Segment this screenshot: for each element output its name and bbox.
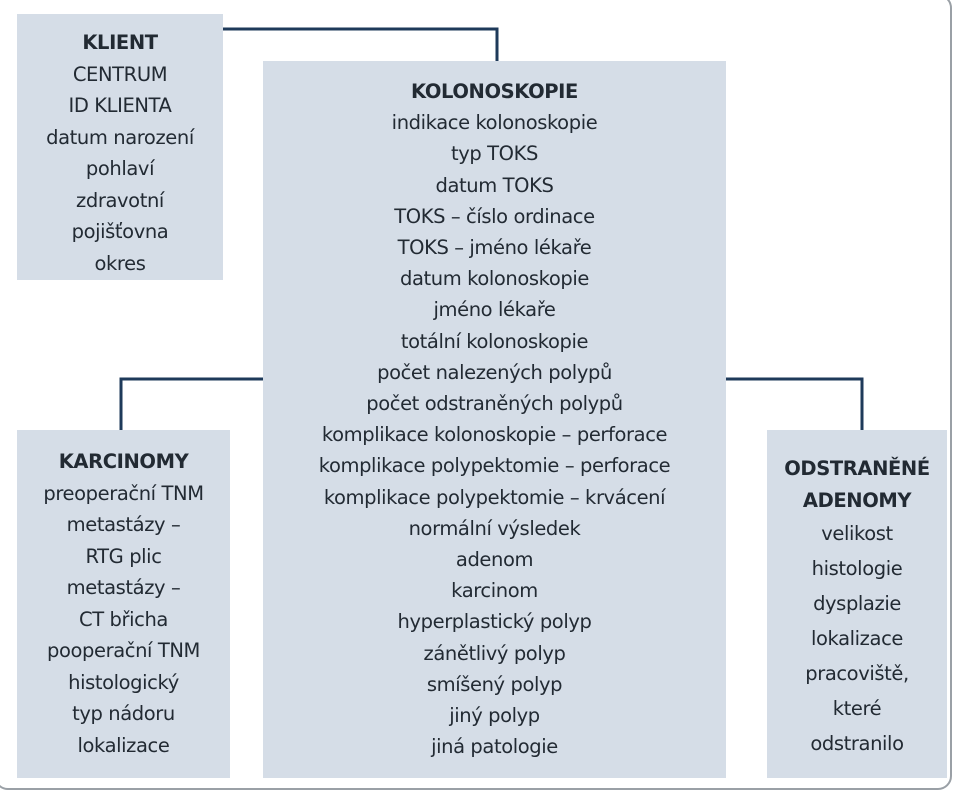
- list-item: počet nalezených polypů: [377, 360, 612, 384]
- list-item: pooperační TNM: [46, 639, 200, 662]
- klient-items: [46, 59, 194, 280]
- list-item: CT břicha: [79, 607, 168, 631]
- klient-title: KLIENT: [82, 31, 158, 54]
- list-item: komplikace polypektomie – perforace: [318, 454, 671, 478]
- karcinomy-title: KARCINOMY: [58, 450, 189, 473]
- list-item: okres: [94, 251, 146, 275]
- list-item: typ nádoru: [72, 702, 175, 725]
- kolonoskopie-box: [263, 61, 726, 778]
- list-item: datum kolonoskopie: [400, 267, 589, 291]
- list-item: RTG plic: [85, 544, 162, 568]
- list-item: preoperační TNM: [43, 481, 204, 505]
- list-item: CENTRUM: [72, 62, 168, 86]
- list-item: lokalizace: [811, 627, 903, 650]
- list-item: pracoviště,: [805, 662, 909, 685]
- list-item: indikace kolonoskopie: [391, 111, 598, 135]
- list-item: počet odstraněných polypů: [366, 392, 623, 416]
- list-item: datum narození: [46, 125, 194, 149]
- list-item: zánětlivý polyp: [423, 641, 566, 665]
- list-item: velikost: [821, 522, 893, 545]
- connector-kolonoskopie-adenomy: [726, 379, 862, 430]
- list-item: pojišťovna: [71, 220, 169, 243]
- list-item: histologický: [68, 670, 179, 694]
- list-item: metastázy –: [66, 513, 181, 536]
- list-item: typ TOKS: [451, 142, 538, 166]
- list-item: lokalizace: [77, 733, 170, 757]
- list-item: ID KLIENTA: [68, 94, 172, 117]
- karcinomy-box: [17, 430, 230, 778]
- list-item: komplikace polypektomie – krvácení: [323, 485, 666, 509]
- list-item: odstranilo: [810, 732, 904, 755]
- list-item: hyperplastický polyp: [397, 610, 592, 634]
- karcinomy-items: [43, 478, 203, 762]
- adenomy-box: [767, 430, 947, 778]
- list-item: jiná patologie: [431, 735, 558, 759]
- kolonoskopie-title: KOLONOSKOPIE: [411, 80, 578, 103]
- adenomy-items: [805, 516, 909, 761]
- list-item: datum TOKS: [435, 173, 554, 197]
- list-item: komplikace kolonoskopie – perforace: [321, 423, 668, 447]
- list-item: totální kolonoskopie: [400, 329, 589, 353]
- list-item: jiný polyp: [449, 704, 540, 728]
- list-item: adenom: [455, 548, 534, 572]
- connector-kolonoskopie-karcinomy: [121, 379, 263, 430]
- list-item: TOKS – jméno lékaře: [397, 236, 592, 260]
- connector-klient-kolonoskopie: [223, 29, 497, 61]
- klient-box: [17, 14, 223, 280]
- adenomy-title-line-2: ADENOMY: [802, 488, 912, 512]
- list-item: TOKS – číslo ordinace: [394, 204, 595, 228]
- list-item: normální výsledek: [408, 516, 581, 540]
- kolonoskopie-items: [319, 107, 671, 762]
- list-item: zdravotní: [76, 188, 164, 212]
- list-item: jméno lékaře: [433, 298, 556, 322]
- list-item: histologie: [811, 557, 903, 580]
- list-item: které: [832, 697, 882, 720]
- list-item: pohlaví: [85, 157, 155, 180]
- list-item: karcinom: [451, 579, 538, 603]
- list-item: metastázy –: [66, 576, 181, 599]
- adenomy-title-line-1: ODSTRANĚNÉ: [784, 457, 930, 480]
- list-item: smíšený polyp: [426, 672, 563, 696]
- list-item: dysplazie: [813, 592, 901, 615]
